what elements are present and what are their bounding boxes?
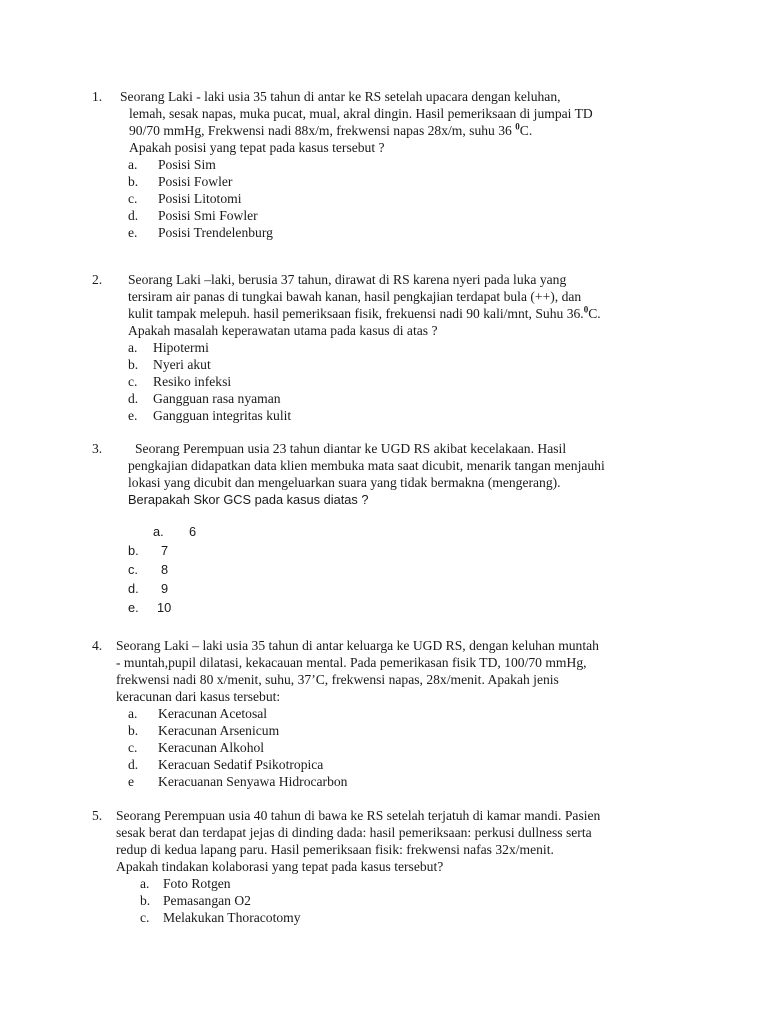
stem-line: kulit tampak melepuh. hasil pemeriksaan fisik, frekuensi nadi 90 kali/mnt, Suhu 36.: [128, 306, 584, 321]
option-text: 10: [157, 600, 172, 615]
option-letter: a.: [140, 876, 150, 891]
option-letter: e.: [128, 225, 138, 240]
question-number: 3.: [92, 441, 103, 456]
option-letter: a.: [128, 340, 138, 355]
option-text: Gangguan integritas kulit: [153, 408, 292, 423]
option-text: Hipotermi: [153, 340, 209, 355]
option-text: Posisi Litotomi: [158, 191, 242, 206]
option-letter: d.: [128, 208, 139, 223]
option-letter: e.: [128, 600, 139, 615]
question-stem: [128, 271, 676, 339]
option-text: Melakukan Thoracotomy: [163, 910, 301, 925]
option-text: Posisi Sim: [158, 157, 216, 172]
option-letter: b.: [140, 893, 151, 908]
option-letter: b.: [128, 174, 139, 189]
option-text: Keracuan Sedatif Psikotropica: [158, 757, 324, 772]
option-letter: a.: [128, 706, 138, 721]
stem-line: - muntah,pupil dilatasi, kekacauan mental. Pada pemerikasan fisik TD, 100/70 mmHg,: [116, 655, 587, 670]
option-text: Keracunan Alkohol: [158, 740, 265, 755]
stem-line: lokasi yang dicubit dan mengeluarkan suara yang tidak bermakna (mengerang).: [128, 475, 561, 490]
option-letter: c.: [128, 374, 138, 389]
option-text: Gangguan rasa nyaman: [153, 391, 281, 406]
stem-line: tersiram air panas di tungkai bawah kanan, hasil pengkajian terdapat bula (++), dan: [128, 289, 582, 304]
option-letter: d.: [128, 391, 139, 406]
option-letter: c.: [128, 740, 138, 755]
degree-superscript: 0: [583, 304, 589, 315]
question-prompt: Apakah posisi yang tepat pada kasus tersebut ?: [129, 140, 385, 155]
option-letter: a.: [153, 524, 164, 539]
option-text: Nyeri akut: [153, 357, 211, 372]
option-text: Posisi Fowler: [158, 174, 233, 189]
option-letter: c.: [128, 191, 138, 206]
stem-line: 90/70 mmHg, Frekwensi nadi 88x/m, frekwensi napas 28x/m, suhu 36: [129, 123, 516, 138]
question-stem: [120, 88, 676, 156]
stem-line: pengkajian didapatkan data klien membuka mata saat dicubit, menarik tangan menjauhi: [128, 458, 605, 473]
degree-superscript: 0: [515, 121, 520, 132]
question-prompt: Apakah masalah keperawatan utama pada kasus di atas ?: [128, 323, 438, 338]
option-letter: d.: [128, 757, 139, 772]
option-text: 9: [161, 581, 169, 596]
option-letter: c.: [140, 910, 150, 925]
question-stem: [116, 807, 676, 875]
option-text: Resiko infeksi: [153, 374, 232, 389]
stem-unit: C.: [588, 306, 601, 321]
option-text: Pemasangan O2: [163, 893, 251, 908]
option-letter: b.: [128, 723, 139, 738]
option-letter: e.: [128, 408, 138, 423]
stem-line: keracunan dari kasus tersebut:: [116, 689, 281, 704]
stem-line: redup di kedua lapang paru. Hasil pemeriksaan fisik: frekwensi nafas 32x/menit.: [116, 842, 554, 857]
option-letter: e: [128, 774, 135, 789]
option-letter: b.: [128, 357, 139, 372]
stem-line: Seorang Perempuan usia 40 tahun di bawa ke RS setelah terjatuh di kamar mandi. Pasien: [116, 808, 601, 823]
question-number: 1.: [92, 89, 103, 104]
stem-line: sesak berat dan terdapat jejas di dinding dada: hasil pemeriksaan: perkusi dullness serta: [116, 825, 592, 840]
stem-line-with-sup: [120, 122, 676, 139]
question-prompt: Berapakah Skor GCS pada kasus diatas ?: [128, 492, 369, 507]
option-text: Keracuanan Senyawa Hidrocarbon: [158, 774, 348, 789]
question-stem: [128, 440, 676, 508]
question-stem: [116, 637, 676, 705]
stem-line: Seorang Perempuan usia 23 tahun diantar ke UGD RS akibat kecelakaan. Hasil: [135, 441, 567, 456]
option-text: 7: [161, 543, 169, 558]
stem-line-with-sup: [128, 305, 676, 322]
option-letter: a.: [128, 157, 138, 172]
stem-line: Seorang Laki - laki usia 35 tahun di antar ke RS setelah upacara dengan keluhan,: [120, 89, 561, 104]
option-text: Posisi Trendelenburg: [158, 225, 273, 240]
option-text: Posisi Smi Fowler: [158, 208, 258, 223]
stem-line: Seorang Laki – laki usia 35 tahun di antar keluarga ke UGD RS, dengan keluhan muntah: [116, 638, 599, 653]
option-text: 8: [161, 562, 169, 577]
stem-line: frekwensi nadi 80 x/menit, suhu, 37’C, frekwensi napas, 28x/menit. Apakah jenis: [116, 672, 559, 687]
stem-line: Seorang Laki –laki, berusia 37 tahun, dirawat di RS karena nyeri pada luka yang: [128, 272, 567, 287]
option-text: Foto Rotgen: [163, 876, 231, 891]
question-number: 2.: [92, 272, 103, 287]
option-text: 6: [189, 524, 197, 539]
question-number: 4.: [92, 638, 103, 653]
stem-unit: C.: [519, 123, 533, 138]
option-letter: d.: [128, 581, 139, 596]
option-text: Keracunan Acetosal: [158, 706, 268, 721]
question-number: 5.: [92, 808, 103, 823]
question-prompt: Apakah tindakan kolaborasi yang tepat pada kasus tersebut?: [116, 859, 444, 874]
option-letter: c.: [128, 562, 138, 577]
option-text: Keracunan Arsenicum: [158, 723, 280, 738]
option-letter: b.: [128, 543, 139, 558]
stem-line: lemah, sesak napas, muka pucat, mual, akral dingin. Hasil pemeriksaan di jumpai TD: [129, 106, 593, 121]
